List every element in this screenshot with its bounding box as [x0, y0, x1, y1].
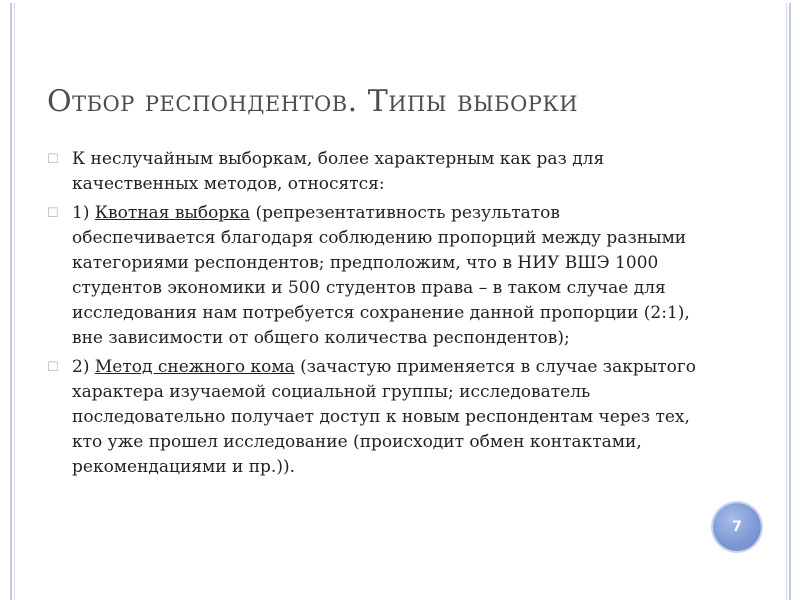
- hollow-square-bullet-icon: ☐: [47, 206, 59, 221]
- hollow-square-bullet-icon: ☐: [47, 152, 59, 167]
- bullet-term-quota-sampling: Квотная выборка: [94, 203, 251, 223]
- slide-title: Отбор респондентов. Типы выборки: [47, 84, 579, 119]
- bullet-item: [47, 355, 702, 480]
- bullet-item: [47, 147, 702, 197]
- bullet-prefix: 1): [72, 203, 95, 223]
- slide-number-badge: 7: [713, 503, 761, 551]
- bullet-term-snowball-method: Метод снежного кома: [94, 357, 295, 377]
- bullet-prefix: 2): [72, 357, 95, 377]
- slide-content: [47, 147, 702, 484]
- bullet-text: К неслучайным выборкам, более характерным как раз для качественных методов, относятся:: [72, 149, 605, 194]
- bullet-item: [47, 201, 702, 351]
- bullet-text: (зачастую применяется в случае закрытого характера изучаемой социальной группы; исследователь последовательно получает доступ к новым респондентам через тех, кто уже прошел исследование (происходит обмен контактами, рекомендациями и пр.)).: [72, 357, 697, 477]
- hollow-square-bullet-icon: ☐: [47, 360, 59, 375]
- bullet-text: (репрезентативность результатов обеспечивается благодаря соблюдению пропорций между разными категориями респондентов; предположим, что в НИУ ВШЭ 1000 студентов экономики и 500 студентов права – в таком случае для исследования нам потребуется сохранение данной пропорции (2:1), вне зависимости от общего количества респондентов);: [72, 203, 690, 348]
